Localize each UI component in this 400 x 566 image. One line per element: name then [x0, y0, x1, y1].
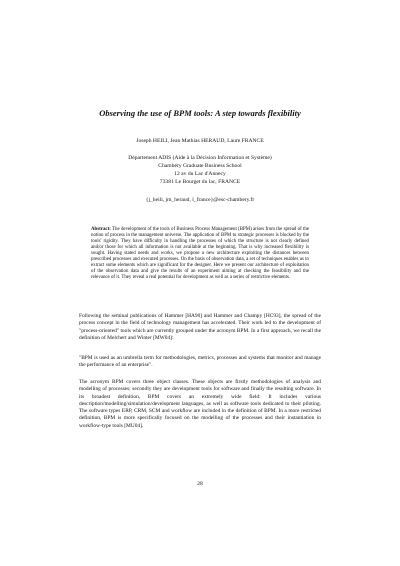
affiliation-street: 12 av du Lac d'Annecy	[174, 171, 226, 177]
affiliation-city: 73381 Le Bourget du lac, FRANCE	[159, 179, 241, 185]
abstract-label: Abstract:	[91, 227, 111, 232]
affiliation-block	[60, 154, 340, 186]
body-paragraph-intro: Following the seminal publications of Hammer [HA90] and Hammer and Champy [HC93], the spread of the process concept in the field of technology management has accelerated. Their work led to the development of "process-oriented" tools which are currently grouped under the acronym BPM. In a first approach, we recall the definition of Melchert and Winter [MW04]:	[79, 313, 321, 341]
paper-title: Observing the use of BPM tools: A step towards flexibility	[99, 108, 301, 118]
abstract	[91, 227, 309, 281]
abstract-text: The development of the tools of Business Process Management (BPM) arises from the spread of the notion of process in the management universe. The application of BPM to strategic processes is blocked by the tools' rigidity. They have difficulty in handling the processes of which the structure is not clearly defined and/or those for which all information is not available at the beginning. That is why increased flexibility is sought. Having stated needs and works, we propose a new architecture exploiting the distances between prescribed processes and executed processes. On the basis of observation data, a set of techniques enables us to extract some elements which are significant for the designer. Here we present our architecture of exploitation of the observation data and give the results of an experiment aiming at checking the feasibility and the relevance of it. They reveal a real potential for development as well as a series of restrictive elements.	[91, 227, 309, 281]
body-paragraph-bpm-definition: The acronym BPM covers three object classes. These objects are firstly methodologies of analysis and modelling of processes; secondly they are development tools for software and finally the resulting software. In its broadest definition, BPM covers an extremely wide field: It includes various description/modelling/simulation/development languages, as well as software tools dedicated to their piloting. The software types ERP, CRM, SCM and workflow are included in the definition of BPM. In a more restricted definition, BPM is more specifically focused on the modelling of the processes and their instantiation in workflow-type tools [MU04].	[79, 379, 321, 429]
author-list: Joseph HEILI, Jean Mathias HERAUD, Laure FRANCE	[136, 138, 264, 144]
author-emails: {j_heili, jm_heraud, l_france}@esc-chambery.fr	[145, 197, 255, 203]
body-paragraph-quote: "BPM is used as an umbrella term for methodologies, metrics, processes and systems that monitor and manage the performance of an enterprise".	[79, 355, 321, 369]
affiliation-school: Chambéry Graduate Business School	[158, 163, 242, 169]
affiliation-department: Département ADIS (Aide à la Décision Information et Système)	[128, 155, 272, 161]
page-number: 28	[197, 481, 203, 487]
